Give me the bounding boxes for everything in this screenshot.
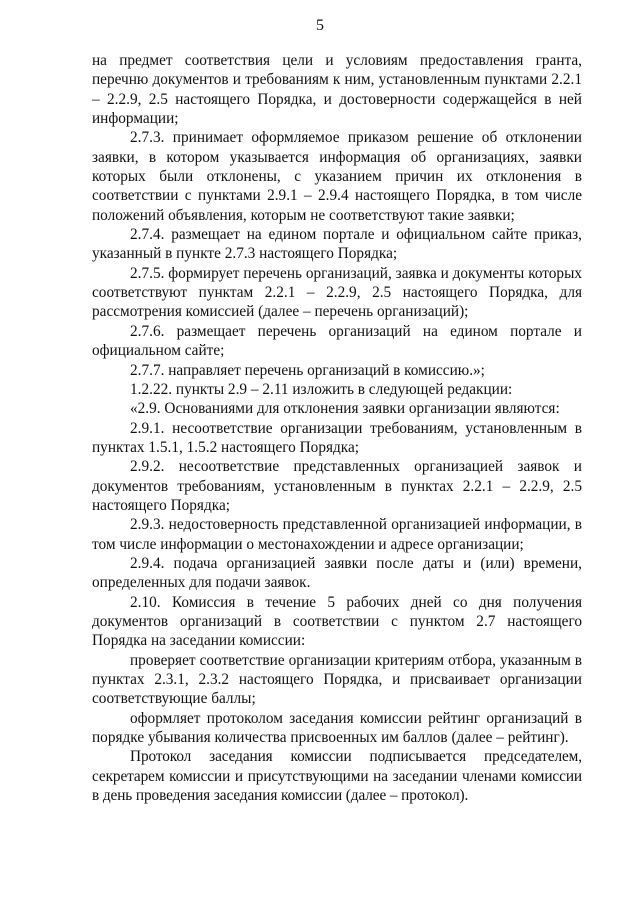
document-body [92, 51, 582, 805]
paragraph-2-9-1: 2.9.1. несоответствие организации требованиям, установленным в пунктах 1.5.1, 1.5.2 настоящего Порядка; [92, 419, 582, 456]
paragraph-2-9-3: 2.9.3. недостоверность представленной организацией информации, в том числе информации о местонахождении и адресе организации; [92, 516, 582, 553]
paragraph-2-9-4: 2.9.4. подача организацией заявки после даты и (или) времени, определенных для подачи заявок. [92, 554, 582, 592]
paragraph-protocol: Протокол заседания комиссии подписывается председателем, секретарем комиссии и присутствующими на заседании членами комиссии в день проведения заседания комиссии (далее – протокол). [92, 748, 582, 805]
paragraph-2-7-5: 2.7.5. формирует перечень организаций, заявка и документы которых соответствуют пунктам 2.2.1 – 2.2.9, 2.5 настоящего Порядка, для рассмотрения комиссией (далее – перечень организаций); [92, 264, 582, 321]
paragraph-1-2-22: 1.2.22. пункты 2.9 – 2.11 изложить в следующей редакции: [130, 380, 513, 398]
paragraph-2-9-2: 2.9.2. несоответствие представленных организацией заявок и документов требованиям, установленным в пунктах 2.2.1 – 2.2.9, 2.5 настоящего Порядка; [92, 458, 582, 514]
paragraph-checks-criteria: проверяет соответствие организации критериям отбора, указанным в пунктах 2.3.1, 2.3.2 настоящего Порядка, и присваивает организации соответствующие баллы; [92, 651, 582, 708]
paragraph-2-7-4: 2.7.4. размещает на едином портале и официальном сайте приказ, указанный в пункте 2.7.3 настоящего Порядка; [92, 226, 582, 263]
paragraph-2-7-7: 2.7.7. направляет перечень организаций в комиссию.»; [130, 361, 485, 379]
page-number: 5 [316, 17, 324, 34]
paragraph-rating: оформляет протоколом заседания комиссии рейтинг организаций в порядке убывания количества присвоенных им баллов (далее – рейтинг). [92, 709, 582, 747]
paragraph-continuation: на предмет соответствия цели и условиям предоставления гранта, перечню документов и требованиям к ним, установленным пунктами 2.2.1 – 2.2.9, 2.5 настоящего Порядка, и достоверности содержащейся в ней информации; [92, 52, 582, 128]
paragraph-2-9: «2.9. Основаниями для отклонения заявки организации являются: [130, 400, 560, 418]
paragraph-2-7-6: 2.7.6. размещает перечень организаций на едином портале и официальном сайте; [92, 322, 582, 360]
paragraph-2-7-3: 2.7.3. принимает оформляемое приказом решение об отклонении заявки, в котором указывается информация об организациях, заявки которых были отклонены, с указанием причин их отклонения в соответствии с пунктами 2.9.1 – 2.9.4 настоящего Порядка, в том числе положений объявления, которым не соответствуют такие заявки; [92, 129, 582, 224]
paragraph-2-10: 2.10. Комиссия в течение 5 рабочих дней со дня получения документов организаций в соответствии с пунктом 2.7 настоящего Порядка на заседании комиссии: [92, 593, 582, 650]
